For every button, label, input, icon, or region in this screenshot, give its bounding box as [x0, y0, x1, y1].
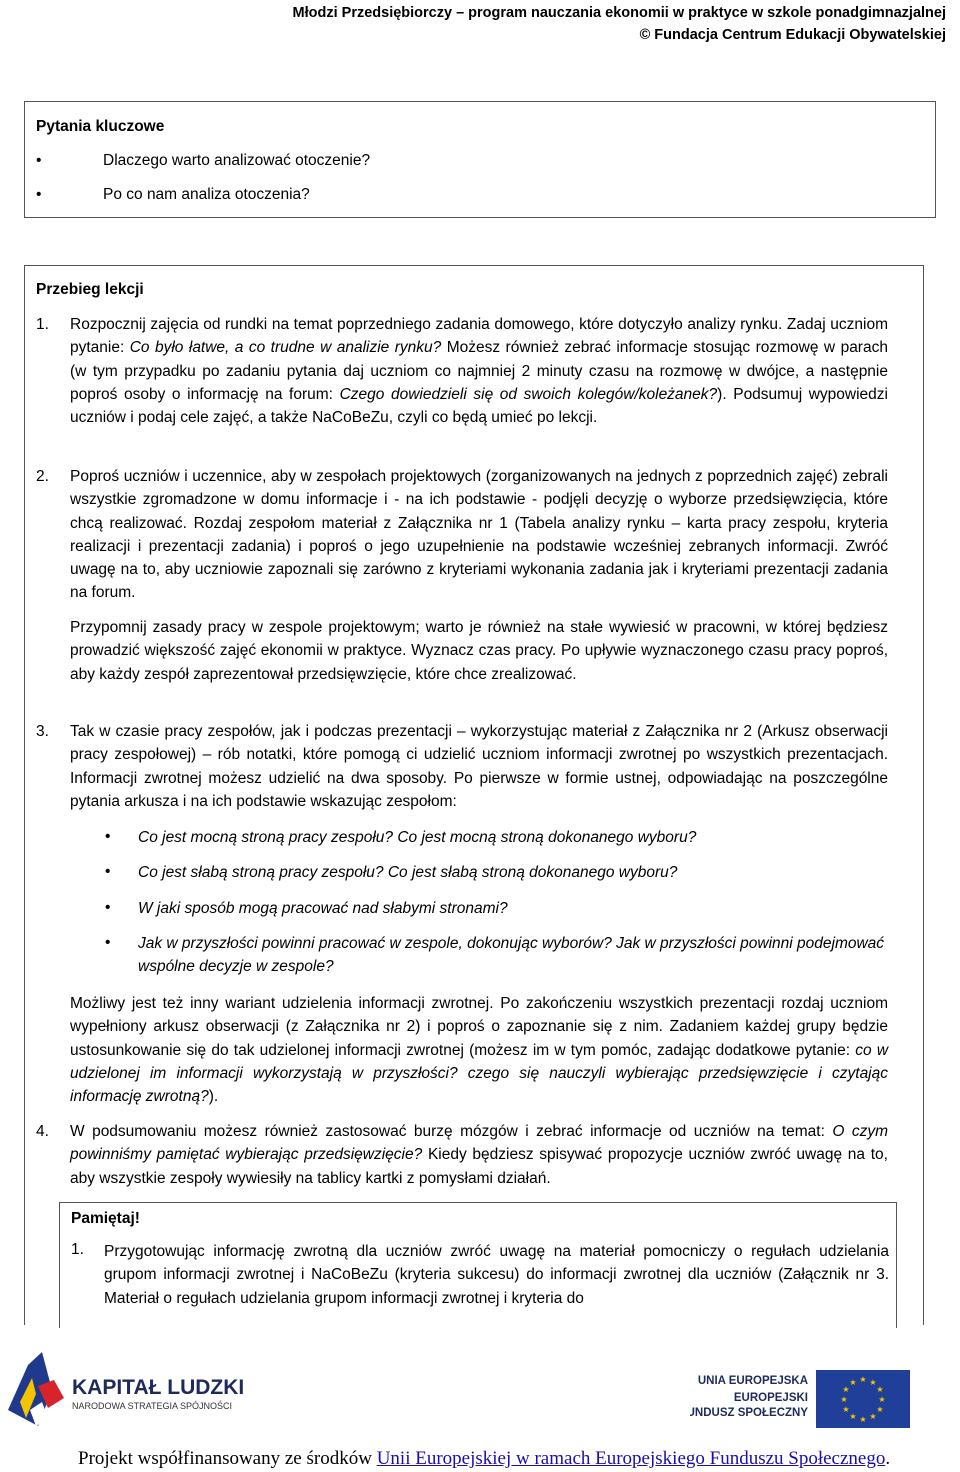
svg-text:★: ★ — [859, 1375, 867, 1384]
step-3-text-continued: Możliwy jest też inny wariant udzielenia informacji zwrotnej. Po zakończeniu wszystkich prezentacji rozdaj uczniom wypełniony arkusz obserwacji (z Załącznika nr 2) i poproś o zapoznanie się z nim. Zadaniem każdej grupy będzie ustosunkowanie się do tak udzielonej informacji zwrotnej (możesz im w tym pomóc, zadając dodatkowe pytanie: co w udzielonej im informacji wykorzystają w przyszłości? czego się nauczyli wybierając przedsięwzięcie i czytając informację zwrotną?). — [70, 995, 889, 1106]
remember-title: Pamiętaj! — [71, 1210, 140, 1227]
svg-text:★: ★ — [849, 1412, 857, 1421]
svg-text:★: ★ — [849, 1378, 857, 1387]
remember-box — [59, 1202, 897, 1328]
svg-text:★: ★ — [869, 1378, 877, 1387]
step-4-text: W podsumowaniu możesz również zastosować burzę mózgów i zebrać informacje od uczniów na temat: O czym powinniśmy pamiętać wybierając przedsięwzięcie? Kiedy będziesz spisywać propozycje uczniów zwróć uwagę na to, aby wszystkie zespoły wywiesiły na tablicy kartki z pomysłami działań. — [70, 1123, 889, 1187]
key-questions-box: Pytania kluczowe • Dlaczego warto analizować otoczenie? • Po co nam analiza otoczenia? — [24, 101, 936, 218]
svg-text:★: ★ — [842, 1385, 850, 1394]
bullet-icon: • — [105, 828, 111, 845]
svg-text:KAPITAŁ LUDZKI: KAPITAŁ LUDZKI — [72, 1376, 245, 1399]
step-2-text-continued: Przypomnij zasady pracy w zespole projektowym; warto je również na stałe wywiesić w pracowni, w której będziesz prowadzić większość zajęć ekonomii w praktyce. Wyznacz czas pracy. Po upływie wyznaczonego czasu pracy poproś, aby każdy zespół zaprezentował przedsięwzięcie, które chce zrealizować. — [70, 619, 888, 683]
eu-fund-link[interactable]: Unii Europejskiej w ramach Europejskiego Funduszu Społecznego — [376, 1448, 886, 1469]
svg-text:EUROPEJSKI: EUROPEJSKI — [733, 1392, 808, 1404]
svg-text:★: ★ — [842, 1405, 850, 1414]
step-3-bullet: Co jest słabą stroną pracy zespołu? Co jest słabą stroną dokonanego wyboru? — [138, 864, 678, 881]
key-questions-title: Pytania kluczowe — [36, 118, 165, 135]
bullet-icon: • — [36, 152, 42, 169]
svg-text:★: ★ — [840, 1395, 848, 1404]
svg-text:★: ★ — [876, 1385, 884, 1394]
eu-social-fund-logo — [690, 1368, 912, 1428]
svg-text:★: ★ — [859, 1415, 867, 1424]
bullet-icon: • — [105, 863, 111, 880]
step-3-bullet: W jaki sposób mogą pracować nad słabymi stronami? — [138, 900, 508, 917]
step-number: 3. — [36, 723, 49, 740]
step-number: 4. — [36, 1123, 49, 1140]
bullet-icon: • — [105, 934, 111, 951]
document-header — [293, 2, 946, 46]
step-number: 2. — [36, 468, 49, 485]
svg-text:FUNDUSZ SPOŁECZNY: FUNDUSZ SPOŁECZNY — [690, 1407, 808, 1419]
svg-text:UNIA EUROPEJSKA: UNIA EUROPEJSKA — [697, 1375, 808, 1387]
svg-text:★: ★ — [878, 1395, 886, 1404]
step-number: 1. — [36, 316, 49, 333]
step-2-text: Poproś uczniów i uczennice, aby w zespołach projektowych (zorganizowanych na jednych z poprzednich zajęć) zebrali wszystkie zgromadzone w domu informacje i - na ich podstawie - podjęli decyzję o wyborze przedsięwzięcia, które chcą realizować. Rozdaj zespołom materiał z Załącznika nr 1 (Tabela analizy rynku – karta pracy zespołu, kryteria realizacji i prezentacji zadania) i poproś o jego uzupełnienie na podstawie wcześniej zebranych informacji. Zwróć uwagę na to, aby uczniowie zapoznali się zarówno z kryteriami wykonania zadania jak i kryteriami prezentacji zadania na forum. — [70, 468, 888, 602]
remember-text: Przygotowując informację zwrotną dla uczniów zwróć uwagę na materiał pomocniczy o regułach udzielania grupom informacji zwrotnej i NaCoBeZu (kryteria sukcesu) do informacji zwrotnej dla uczniów (Załącznik nr 3. Materiał o regułach udzielania grupom informacji zwrotnej i kryteria do — [104, 1243, 889, 1307]
lesson-flow-box — [24, 265, 924, 1325]
footer-text: Projekt współfinansowany ze środków Unii Europejskiej w ramach Europejskiego Funduszu Społecznego. — [78, 1448, 891, 1469]
header-program-title: Młodzi Przedsiębiorczy – program nauczania ekonomii w praktyce w szkole ponadgimnazjalnej — [292, 5, 946, 21]
header-copyright: © Fundacja Centrum Edukacji Obywatelskiej — [639, 27, 946, 43]
kapital-ludzki-logo — [8, 1350, 268, 1430]
step-1-text: Rozpocznij zajęcia od rundki na temat poprzedniego zadania domowego, które dotyczyło analizy rynku. Zadaj uczniom pytanie: Co było łatwe, a co trudne w analizie rynku? Możesz również zebrać informacje stosując rozmowę w parach (w tym przypadku po zadaniu pytania daj uczniom co najmniej 2 minuty czasu na rozmowę w dwójce, a następnie poproś osoby o informację na forum: Czego dowiedzieli się od swoich kolegów/koleżanek?). Podsumuj wypowiedzi uczniów i podaj cele zajęć, a także NaCoBeZu, czyli co będą umieć po lekcji. — [70, 316, 888, 427]
bullet-icon: • — [36, 186, 42, 203]
svg-text:★: ★ — [876, 1405, 884, 1414]
step-3-text: Tak w czasie pracy zespołów, jak i podczas prezentacji – wykorzystując materiał z Załącznika nr 2 (Arkusz obserwacji pracy zespołowej) – rób notatki, które pomogą ci udzielić uczniom informacji zwrotnej po wszystkich prezentacjach. Informacji zwrotnej możesz udzielić na dwa sposoby. Po pierwsze w formie ustnej, odpowiadając na poszczególne pytania arkusza i na ich podstawie wskazując zespołom: — [70, 723, 888, 810]
bullet-icon: • — [105, 899, 111, 916]
step-3-bullet: Jak w przyszłości powinni pracować w zespole, dokonując wyborów? Jak w przyszłości powinni podejmować wspólne decyzje w zespole? — [138, 935, 885, 976]
svg-text:NARODOWA STRATEGIA SPÓJNOŚCI: NARODOWA STRATEGIA SPÓJNOŚCI — [72, 1401, 233, 1411]
lesson-flow-title: Przebieg lekcji — [36, 281, 144, 298]
step-3-bullet: Co jest mocną stroną pracy zespołu? Co jest mocną stroną dokonanego wyboru? — [138, 829, 697, 846]
remember-number: 1. — [71, 1241, 84, 1258]
svg-text:★: ★ — [869, 1412, 877, 1421]
